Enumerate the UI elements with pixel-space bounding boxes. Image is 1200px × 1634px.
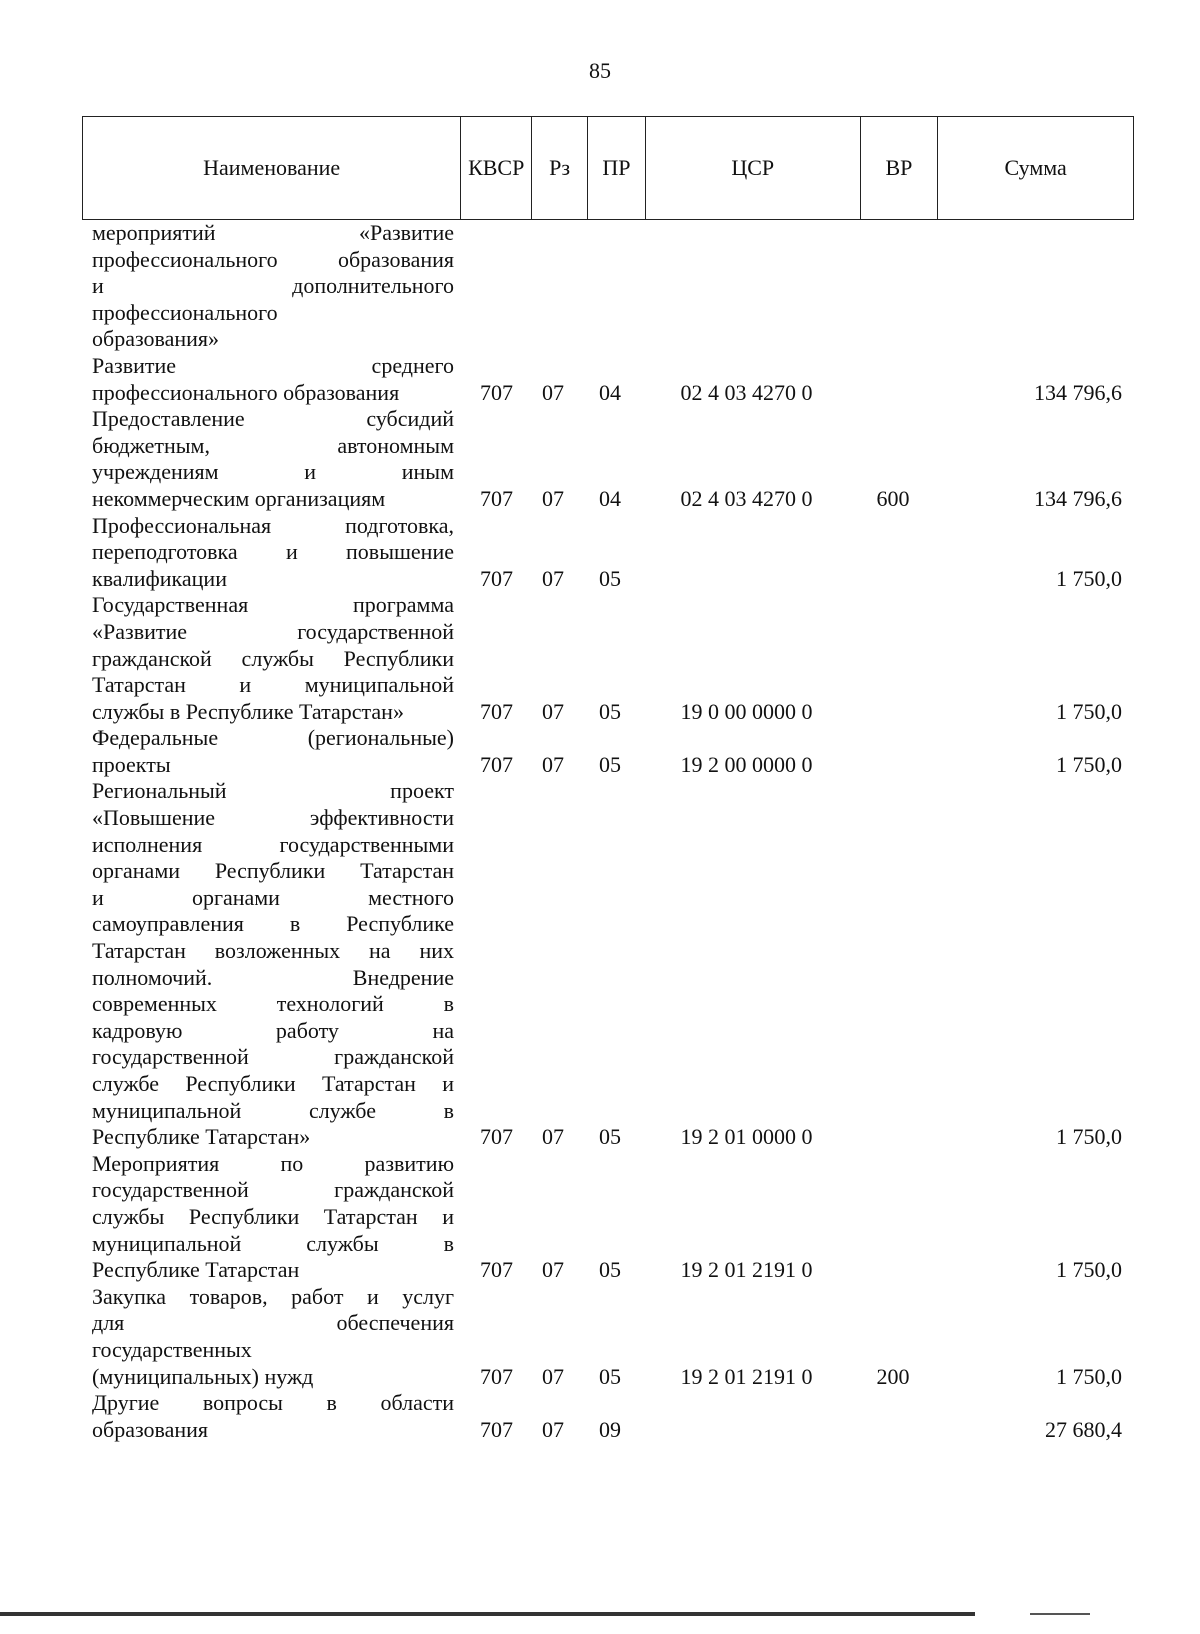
row-pr: 05 bbox=[599, 1124, 621, 1150]
row-csr: 19 2 01 2191 0 bbox=[680, 1363, 813, 1389]
row-name bbox=[82, 353, 454, 406]
row-pr: 09 bbox=[599, 1416, 621, 1442]
row-name-line: Мероприятия по развитию bbox=[92, 1150, 454, 1176]
row-name-line: гражданской службы Республики bbox=[92, 645, 454, 671]
row-name-line: службе Республики Татарстан и bbox=[92, 1071, 454, 1096]
row-sum: 1 750,0 bbox=[1056, 1124, 1122, 1150]
row-sum: 134 796,6 bbox=[1034, 485, 1122, 511]
row-name bbox=[82, 1151, 454, 1284]
table-header bbox=[82, 116, 1134, 220]
row-kvsr: 707 bbox=[480, 1363, 513, 1389]
row-name-line: муниципальной службы в bbox=[92, 1230, 454, 1256]
header-vr: ВР bbox=[861, 117, 939, 219]
row-name-line: образования» bbox=[92, 326, 220, 352]
row-name bbox=[82, 513, 454, 593]
row-name-line: (муниципальных) нужд bbox=[92, 1363, 314, 1389]
row-csr: 19 2 00 0000 0 bbox=[680, 751, 813, 777]
row-name-line: для обеспечения bbox=[92, 1310, 454, 1336]
row-name-line: государственных bbox=[92, 1336, 252, 1362]
row-sum: 134 796,6 bbox=[1034, 379, 1122, 405]
row-rz: 07 bbox=[542, 565, 564, 591]
row-csr: 19 2 01 0000 0 bbox=[680, 1124, 813, 1150]
row-name-line: исполнения государственными bbox=[92, 831, 454, 857]
row-name bbox=[82, 725, 454, 778]
table-row bbox=[82, 353, 1134, 406]
row-csr: 02 4 03 4270 0 bbox=[680, 379, 813, 405]
row-rz: 07 bbox=[542, 1416, 564, 1442]
header-pr: ПР bbox=[588, 117, 646, 219]
row-kvsr: 707 bbox=[480, 698, 513, 724]
row-name bbox=[82, 1390, 454, 1443]
page-number: 85 bbox=[589, 58, 611, 83]
row-name-line: Закупка товаров, работ и услуг bbox=[92, 1283, 454, 1309]
row-csr: 19 0 00 0000 0 bbox=[680, 698, 813, 724]
row-name-line: проекты bbox=[92, 751, 171, 777]
row-vr: 200 bbox=[876, 1363, 910, 1389]
row-pr: 05 bbox=[599, 1363, 621, 1389]
row-name-line: Региональный проект bbox=[92, 778, 454, 804]
table-row bbox=[82, 778, 1134, 1150]
table-row bbox=[82, 592, 1134, 725]
row-sum: 1 750,0 bbox=[1056, 751, 1122, 777]
row-sum: 1 750,0 bbox=[1056, 1257, 1122, 1283]
row-name bbox=[82, 406, 454, 512]
row-sum: 1 750,0 bbox=[1056, 698, 1122, 724]
row-name-line: переподготовка и повышение bbox=[92, 539, 454, 565]
row-name-line: полномочий. Внедрение bbox=[92, 964, 454, 990]
table-row bbox=[82, 513, 1134, 593]
row-name-line: мероприятий «Развитие bbox=[92, 220, 454, 245]
row-rz: 07 bbox=[542, 698, 564, 724]
row-name-line: профессионального образования bbox=[92, 379, 400, 405]
row-name-line: кадровую работу на bbox=[92, 1017, 454, 1043]
header-rz: Рз bbox=[532, 117, 588, 219]
row-name-line: Татарстан и муниципальной bbox=[92, 672, 454, 698]
row-kvsr: 707 bbox=[480, 1124, 513, 1150]
row-name-line: Республике Татарстан» bbox=[92, 1124, 311, 1150]
row-name-line: Федеральные (региональные) bbox=[92, 725, 454, 751]
row-pr: 05 bbox=[599, 565, 621, 591]
row-name-line: Развитие среднего bbox=[92, 352, 454, 378]
row-name-line: Республике Татарстан bbox=[92, 1257, 300, 1283]
row-pr: 05 bbox=[599, 1257, 621, 1283]
row-name-line: муниципальной службе в bbox=[92, 1097, 454, 1123]
table-row bbox=[82, 1151, 1134, 1284]
row-name-line: современных технологий в bbox=[92, 991, 454, 1017]
row-name-line: некоммерческим организациям bbox=[92, 485, 386, 511]
row-vr: 600 bbox=[876, 485, 910, 511]
header-sum: Сумма bbox=[1004, 155, 1067, 180]
header-name: Наименование bbox=[83, 117, 461, 219]
row-rz: 07 bbox=[542, 1257, 564, 1283]
bottom-rule-short bbox=[1030, 1613, 1090, 1615]
row-name-line: и органами местного bbox=[92, 884, 454, 910]
table-body bbox=[82, 220, 1134, 1443]
row-kvsr: 707 bbox=[480, 751, 513, 777]
row-name-line: квалификации bbox=[92, 565, 227, 591]
row-name-line: Предоставление субсидий bbox=[92, 406, 454, 432]
row-name-line: государственной гражданской bbox=[92, 1177, 454, 1203]
header-csr: ЦСР bbox=[646, 117, 861, 219]
header-kvsr: КВСР bbox=[461, 117, 532, 219]
row-rz: 07 bbox=[542, 751, 564, 777]
row-pr: 04 bbox=[599, 485, 621, 511]
row-name bbox=[82, 592, 454, 725]
row-name-line: образования bbox=[92, 1416, 209, 1442]
row-rz: 07 bbox=[542, 1363, 564, 1389]
row-kvsr: 707 bbox=[480, 1416, 513, 1442]
row-pr: 05 bbox=[599, 698, 621, 724]
budget-table bbox=[82, 116, 1134, 1443]
row-rz: 07 bbox=[542, 379, 564, 405]
row-sum: 27 680,4 bbox=[1045, 1416, 1122, 1442]
table-row bbox=[82, 1284, 1134, 1390]
table-row bbox=[82, 220, 1134, 353]
row-name-line: бюджетным, автономным bbox=[92, 432, 454, 458]
row-kvsr: 707 bbox=[480, 565, 513, 591]
row-name bbox=[82, 778, 454, 1150]
row-name-line: Другие вопросы в области bbox=[92, 1390, 454, 1416]
row-name-line: профессионального bbox=[92, 299, 278, 325]
row-name-line: Татарстан возложенных на них bbox=[92, 938, 454, 964]
bottom-rule bbox=[0, 1612, 975, 1616]
row-name bbox=[82, 220, 454, 353]
row-name-line: «Повышение эффективности bbox=[92, 805, 454, 831]
row-name-line: государственной гражданской bbox=[92, 1044, 454, 1070]
row-csr: 02 4 03 4270 0 bbox=[680, 485, 813, 511]
table-row bbox=[82, 1390, 1134, 1443]
row-rz: 07 bbox=[542, 485, 564, 511]
row-kvsr: 707 bbox=[480, 485, 513, 511]
row-pr: 05 bbox=[599, 751, 621, 777]
row-name-line: службы Республики Татарстан и bbox=[92, 1203, 454, 1229]
row-name-line: профессионального образования bbox=[92, 246, 454, 272]
row-pr: 04 bbox=[599, 379, 621, 405]
table-row bbox=[82, 725, 1134, 778]
row-sum: 1 750,0 bbox=[1056, 565, 1122, 591]
row-name-line: учреждениям и иным bbox=[92, 459, 454, 485]
row-name-line: органами Республики Татарстан bbox=[92, 858, 454, 884]
row-name-line: Профессиональная подготовка, bbox=[92, 512, 454, 538]
row-sum: 1 750,0 bbox=[1056, 1363, 1122, 1389]
row-name-line: самоуправления в Республике bbox=[92, 911, 454, 937]
row-name-line: «Развитие государственной bbox=[92, 618, 454, 644]
row-csr: 19 2 01 2191 0 bbox=[680, 1257, 813, 1283]
row-name-line: службы в Республике Татарстан» bbox=[92, 698, 404, 724]
row-name bbox=[82, 1284, 454, 1390]
row-name-line: Государственная программа bbox=[92, 592, 454, 618]
row-name-line: и дополнительного bbox=[92, 273, 454, 299]
row-rz: 07 bbox=[542, 1124, 564, 1150]
row-kvsr: 707 bbox=[480, 1257, 513, 1283]
table-row bbox=[82, 406, 1134, 512]
row-kvsr: 707 bbox=[480, 379, 513, 405]
